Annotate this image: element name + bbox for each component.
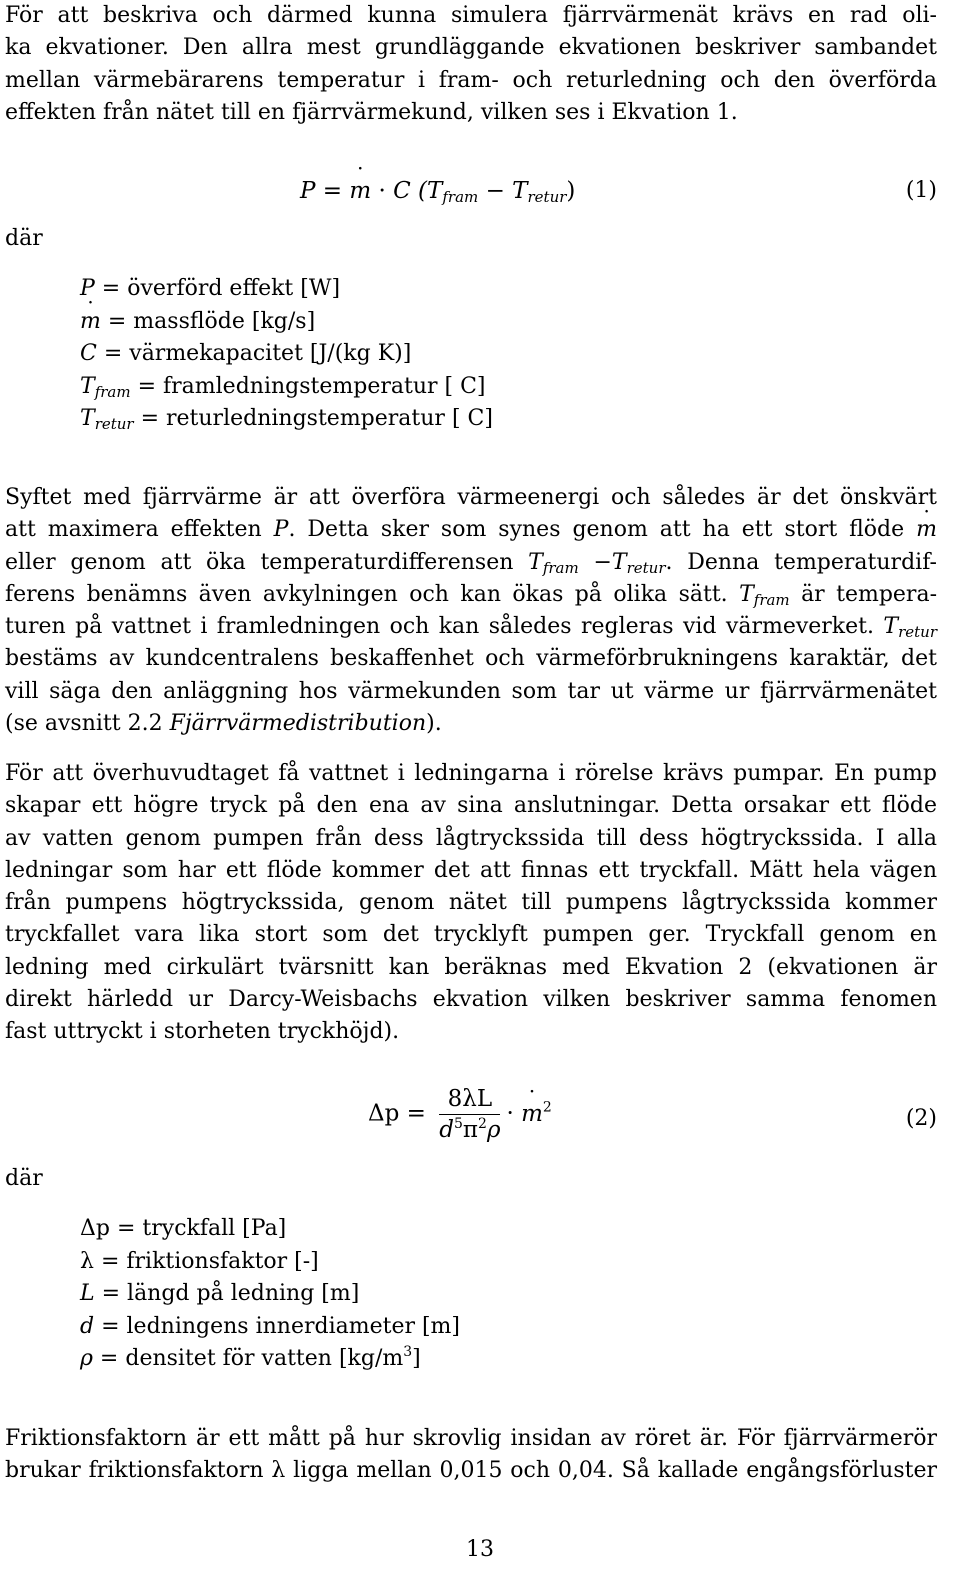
section-reference: Fjärrvärmedistribution — [169, 711, 427, 737]
dar-label-1: där — [5, 226, 43, 251]
eq2-numerator: 8λL — [439, 1086, 500, 1115]
def-text-tail: ] — [412, 1346, 421, 1371]
eq2-lhs: Δp = — [368, 1100, 434, 1127]
text-run: att maximera effekten — [5, 517, 274, 543]
eq1-tretur: − T — [478, 178, 528, 204]
equation-2 — [368, 1086, 552, 1143]
text-line: direkt härledd ur Darcy-Weisbachs ekvation vilken beskriver samma fenomen — [5, 987, 937, 1013]
definition-item — [80, 1213, 460, 1246]
def-superscript: 3 — [403, 1344, 413, 1360]
eq2-superscript: 2 — [542, 1099, 552, 1116]
definition-item — [80, 1278, 460, 1311]
text-line: skapar ett högre tryck på den ena av sina anslutningar. Detta orsakar ett flöde — [5, 793, 937, 819]
text-run: . Denna temperaturdif- — [665, 549, 937, 575]
definition-item — [80, 1343, 460, 1376]
math-subscript: fram — [753, 590, 790, 609]
definition-item — [80, 371, 493, 404]
def-text: = överförd effekt [W] — [94, 276, 341, 301]
definition-item — [80, 403, 493, 436]
math-symbol: T — [739, 581, 754, 607]
math-symbol: T — [528, 549, 543, 575]
eq1-tfram: (T — [410, 178, 443, 204]
paragraph-friction — [5, 1423, 937, 1488]
math-superscript: 5 — [453, 1116, 463, 1132]
eq1-massflow-symbol: m ˙ — [349, 178, 371, 204]
math-symbol: π — [462, 1117, 479, 1143]
definition-list-1 — [80, 273, 493, 436]
text-line — [5, 708, 937, 740]
def-symbol: L — [80, 1281, 95, 1306]
eq1-close-paren: ) — [566, 178, 576, 204]
text-line — [5, 1455, 937, 1487]
text-line — [5, 611, 937, 643]
text-line — [5, 514, 937, 546]
text-run: turen på vattnet i framledningen och kan således regleras vid värmeverket. — [5, 614, 874, 640]
math-symbol: T — [883, 614, 899, 640]
eq1-heatcap-symbol: C — [393, 178, 411, 204]
def-text: = densitet för vatten [kg/m — [92, 1346, 404, 1371]
text-run: ligga mellan 0,015 och 0,04. Så kallade engångsförluster — [285, 1458, 937, 1484]
text-line: effekten från nätet till en fjärrvärmekund, vilken ses i Ekvation 1. — [5, 99, 738, 125]
equation-2-number: (2) — [905, 1106, 937, 1131]
def-symbol: d — [80, 1313, 95, 1339]
text-run: brukar friktionsfaktorn — [5, 1458, 272, 1484]
math-symbol: ρ — [486, 1117, 501, 1143]
text-line: från pumpens högtryckssida, genom nätet till pumpens lågtryckssida kommer — [5, 890, 937, 916]
def-text: = tryckfall [Pa] — [109, 1216, 287, 1241]
math-subscript: fram — [542, 558, 579, 577]
text-line: ledningar som har ett flöde kommer det att finnas ett tryckfall. Mätt hela vägen — [5, 857, 937, 883]
eq1-sub-retur: retur — [527, 188, 567, 206]
text-run: . Detta sker som synes genom att ha ett stort flöde — [288, 517, 917, 543]
text-line: tryckfallet vara lika stort som det trycklyft pumpen ger. Tryckfall genom en — [5, 922, 937, 948]
paragraph-purpose — [5, 482, 937, 740]
def-text: = massflöde [kg/s] — [100, 308, 316, 334]
eq2-fraction — [439, 1086, 500, 1143]
text-run: ). — [426, 711, 442, 737]
definition-item — [80, 1311, 460, 1344]
page-number: 13 — [466, 1537, 494, 1562]
def-symbol: Δp — [80, 1216, 110, 1241]
text-line: ka ekvationer. Den allra mest grundläggande ekvationen beskriver sambandet — [5, 35, 937, 61]
text-line: Friktionsfaktorn är ett mått på hur skrovlig insidan av röret är. För fjärrvärmerör — [5, 1426, 937, 1451]
definition-item — [80, 338, 493, 371]
math-symbol: λ — [271, 1458, 286, 1484]
math-symbol: − — [578, 549, 612, 575]
def-symbol: T — [80, 406, 95, 431]
text-line: av vatten genom pumpen från dess lågtryckssida till dess högtryckssida. I alla — [5, 825, 937, 851]
definition-item — [80, 306, 493, 339]
def-symbol: λ — [80, 1248, 94, 1274]
text-line: fast uttryckt i storheten tryckhöjd). — [5, 1019, 400, 1045]
text-line: Syftet med fjärrvärme är att överföra värmeenergi och således är det önskvärt — [5, 485, 937, 510]
paragraph-pumps — [5, 758, 937, 1049]
def-text: = värmekapacitet [J/(kg K)] — [96, 341, 412, 366]
eq2-denominator — [439, 1115, 500, 1143]
text-run: eller genom att öka temperaturdifferensen — [5, 549, 529, 575]
dar-label-2: där — [5, 1166, 43, 1191]
eq2-dot: · — [506, 1100, 522, 1127]
eq1-dot: · — [371, 178, 394, 204]
eq2-massflow-symbol: m ˙ — [521, 1101, 543, 1127]
equation-1-number: (1) — [905, 178, 937, 203]
text-run: ferens benämns även avkylningen och kan ökas på olika sätt. — [5, 581, 728, 607]
eq1-power-symbol: P — [300, 178, 316, 204]
def-symbol: ρ — [80, 1346, 93, 1371]
def-symbol: P — [80, 276, 95, 301]
def-text: = längd på ledning [m] — [94, 1281, 360, 1306]
def-text: = returledningstemperatur [ C] — [133, 406, 493, 431]
math-symbol: d — [439, 1117, 454, 1143]
eq1-equals: = — [315, 178, 350, 204]
math-superscript: 2 — [478, 1116, 487, 1132]
def-symbol: C — [80, 341, 97, 366]
def-symbol: T — [80, 373, 95, 399]
text-line — [5, 579, 937, 611]
definition-item — [80, 273, 493, 306]
text-line: För att överhuvudtaget få vattnet i ledningarna i rörelse krävs pumpar. En pump — [5, 761, 937, 786]
text-line: vill säga den anläggning hos värmekunden som tar ut värme ur fjärrvärmenätet — [5, 678, 937, 704]
def-text: = framledningstemperatur [ C] — [130, 373, 486, 399]
text-line: ledning med cirkulärt tvärsnitt kan beräknas med Ekvation 2 (ekvationen är — [5, 954, 937, 980]
math-symbol: P — [273, 517, 289, 543]
definition-item — [80, 1246, 460, 1279]
def-subscript: retur — [94, 415, 134, 433]
text-run: (se avsnitt 2.2 — [5, 711, 170, 737]
equation-1 — [300, 178, 575, 204]
text-run: är tempera- — [789, 581, 937, 607]
math-subscript: retur — [626, 558, 666, 577]
math-symbol: m ˙ — [916, 517, 937, 542]
def-symbol: m ˙ — [80, 309, 101, 334]
def-text: = ledningens innerdiameter [m] — [94, 1313, 461, 1339]
math-subscript: retur — [898, 623, 937, 642]
paragraph-intro — [5, 0, 937, 129]
text-line: bestäms av kundcentralens beskaffenhet och värmeförbrukningens karaktär, det — [5, 646, 937, 672]
definition-list-2 — [80, 1213, 460, 1376]
def-text: = friktionsfaktor [-] — [93, 1248, 319, 1274]
def-subscript: fram — [94, 382, 131, 401]
eq1-sub-fram: fram — [442, 188, 479, 206]
text-line — [5, 547, 937, 579]
text-line: För att beskriva och därmed kunna simulera fjärrvärmenät krävs en rad oli- — [5, 3, 937, 28]
math-symbol: T — [611, 549, 627, 575]
text-line: mellan värmebärarens temperatur i fram- och returledning och den överförda — [5, 67, 937, 93]
